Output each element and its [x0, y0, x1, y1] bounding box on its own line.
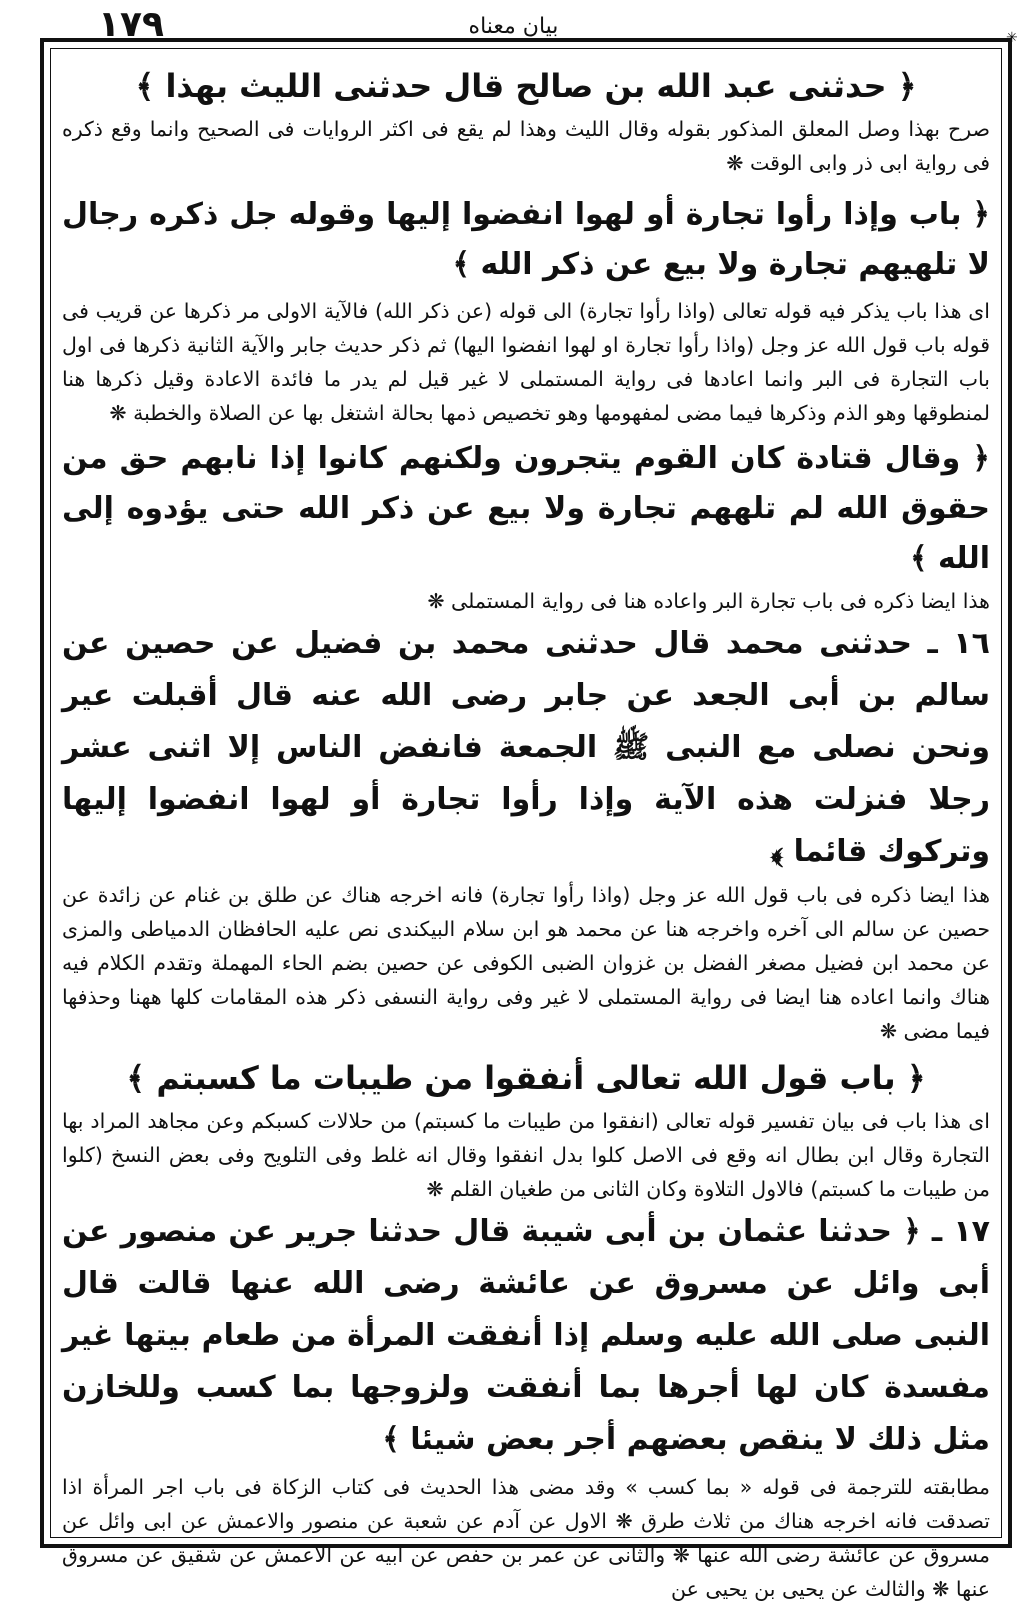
chapter-heading: ﴿ باب وإذا رأوا تجارة أو لهوا انفضوا إليها وقوله جل ذكره رجال لا تلهيهم تجارة ولا بيع عن ذكر الله ﴾: [62, 197, 990, 282]
hadith-heading: ﴿ حدثنى عبد الله بن صالح قال حدثنى الليث بهذا ﴾: [135, 67, 917, 105]
hadith-text: ١٦ ـ حدثنى محمد قال حدثنى محمد بن فضيل عن حصين عن سالم بن أبى الجعد عن جابر رضى الله عنه قال أقبلت عير ونحن نصلى مع النبى ﷺ الجمعة فانفض الناس إلا اثنى عشر رجلا فنزلت هذه الآية وإذا رأوا تجارة أو لهوا انفضوا إليها وتركوك قائما ﴾: [62, 626, 990, 869]
commentary-paragraph: اى هذا باب فى بيان تفسير قوله تعالى (انفقوا من طيبات ما كسبتم) من حلالات كسبكم وعن مجاهد المراد بها التجارة وقال ابن بطال انه وقع فى الاصل كلوا بدل انفقوا وقال انه غلط وفى التلويح وفى بعض النسخ (كلوا من طيبات ما كسبتم) فالاول التلاوة وكان الثانى من طغيان القلم ❋: [62, 1109, 990, 1201]
commentary-paragraph: صرح بهذا وصل المعلق المذكور بقوله وقال الليث وهذا لم يقع فى اكثر الروايات فى الصحيح وانما وقع ذكره فى رواية ابى ذر وابى الوقت ❋: [62, 117, 990, 175]
commentary-paragraph: مطابقته للترجمة فى قوله « بما كسب » وقد مضى هذا الحديث فى كتاب الزكاة فى باب اجر المرأة اذا تصدقت فانه اخرجه هناك من ثلاث طرق ❋ الاول عن آدم عن شعبة عن منصور والاعمش عن ابى وائل عن مسروق عن عائشة رضى الله عنها ❋ والثانى عن عمر بن حفص عن ابيه عن الاعمش عن شقيق عن مسروق عنها ❋ والثالث عن يحيى بن يحيى عن: [62, 1475, 990, 1601]
hadith-text: ١٧ ـ ﴿ حدثنا عثمان بن أبى شيبة قال حدثنا جرير عن منصور عن أبى وائل عن مسروق عن عائشة رضى الله عنها قالت قال النبى صلى الله عليه وسلم إذا أنفقت المرأة من طعام بيتها غير مفسدة كان لها أجرها بما أنفقت ولزوجها بما كسب وللخازن مثل ذلك لا ينقص بعضهم أجر بعض شيئا ﴾: [62, 1214, 990, 1457]
commentary-paragraph: اى هذا باب يذكر فيه قوله تعالى (واذا رأوا تجارة) الى قوله (عن ذكر الله) فالآية الاولى مر ذكرها عن قريب فى قوله باب قول الله عز وجل (واذا رأوا تجارة او لهوا انفضوا اليها) ثم ذكر حديث جابر والآية الثانية ذكرها فى اول باب التجارة فى البر وانما اعادها فى رواية المستملى لا غير قيل لم يدر ما فائدة الاعادة وقيل ذكرها هنا لمنطوقها وهو الذم وذكرها فيما مضى لمفهومها وهو تخصيص ذمها بحالة اشتغل بها عن الصلاة والخطبة ❋: [62, 299, 990, 425]
running-title: بيان معناه: [468, 14, 559, 39]
corner-ornament: ✳: [1006, 30, 1018, 46]
chapter-heading: ﴿ باب قول الله تعالى أنفقوا من طيبات ما كسبتم ﴾: [126, 1059, 926, 1097]
page-body: [62, 60, 990, 1606]
commentary-paragraph: هذا ايضا ذكره فى باب تجارة البر واعاده هنا فى رواية المستملى ❋: [427, 589, 990, 613]
page-number: ١٧٩: [98, 4, 164, 45]
quote-heading: ﴿ وقال قتادة كان القوم يتجرون ولكنهم كانوا إذا نابهم حق من حقوق الله لم تلههم تجارة ولا بيع عن ذكر الله حتى يؤدوه إلى الله ﴾: [62, 441, 990, 576]
commentary-paragraph: هذا ايضا ذكره فى باب قول الله عز وجل (واذا رأوا تجارة) فانه اخرجه هناك عن طلق بن غنام عن زائدة عن حصين عن سالم الى آخره واخرجه هنا عن محمد هو ابن سلام البيكندى نص عليه الحافظان الدمياطى والمزى عن محمد ابن فضيل مصغر الفضل بن غزوان الضبى الكوفى عن حصين بضم الحاء المهملة وتقدم الكلام فيه هناك وانما اعاده هنا ايضا فى رواية المستملى لا غير وفى رواية النسفى ذكر هذه المقامات كلها ههنا وحذفها فيما مضى ❋: [62, 883, 990, 1043]
